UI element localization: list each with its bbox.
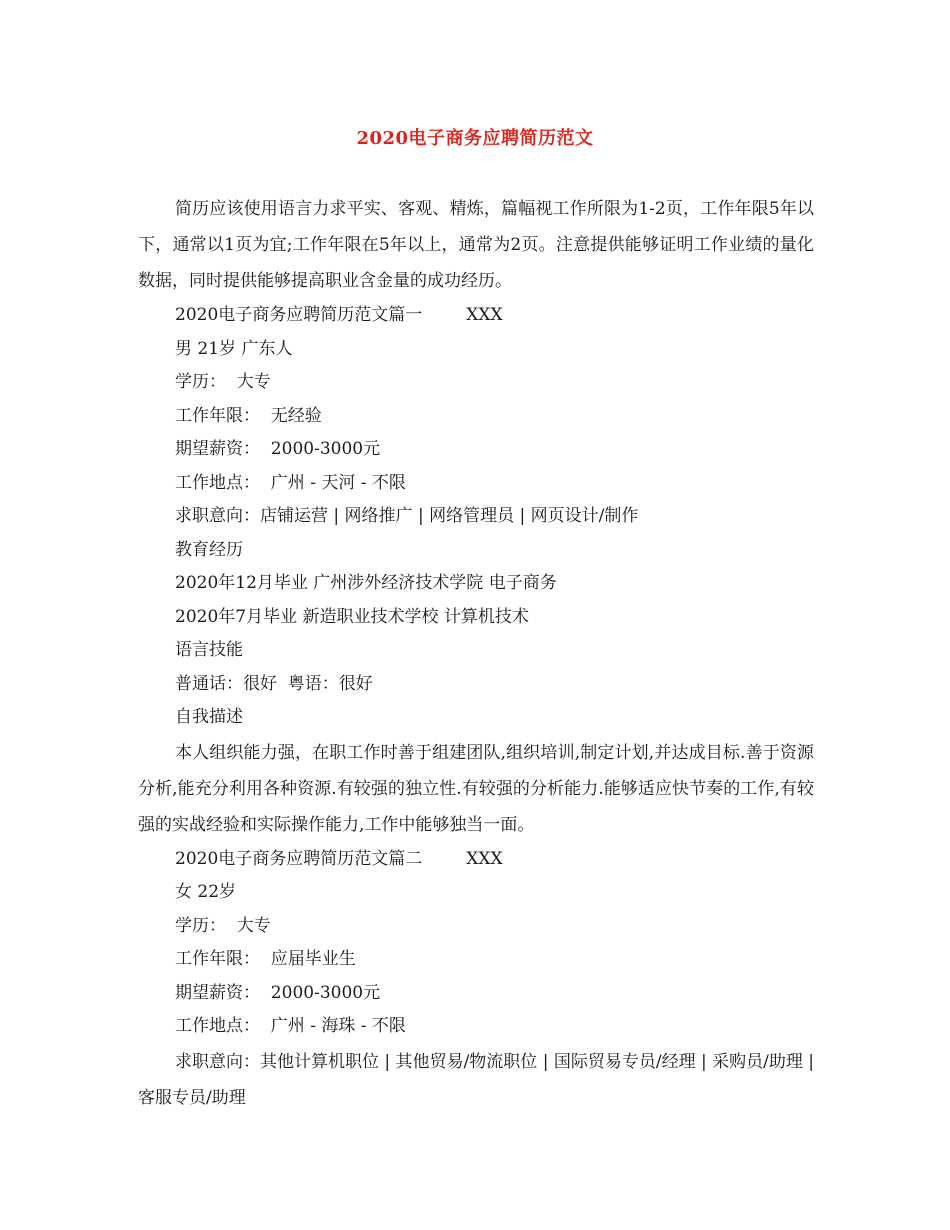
resume2-intent: 求职意向：其他计算机职位 | 其他贸易/物流职位 | 国际贸易专员/经理 | 采购员/助理 | 客服专员/助理 — [138, 1051, 814, 1108]
resume2-name: XXX — [466, 848, 503, 869]
resume1-edu-heading: 教育经历 — [175, 539, 243, 560]
resume1-intent: 求职意向：店铺运营 | 网络推广 | 网络管理员 | 网页设计/制作 — [175, 506, 639, 526]
resume1-edu1: 2020年12月毕业 广州涉外经济技术学院 电子商务 — [175, 573, 557, 593]
resume2-years: 工作年限： 应届毕业生 — [175, 949, 356, 969]
document-body — [138, 191, 814, 1116]
resume1-years: 工作年限： 无经验 — [175, 405, 322, 426]
resume1-name: XXX — [466, 305, 503, 325]
resume1-self-heading: 自我描述 — [175, 707, 243, 727]
resume2-heading-line — [138, 843, 814, 877]
resume1-basic: 男 21岁 广东人 — [175, 338, 293, 359]
resume1-edu2: 2020年7月毕业 新造职业技术学校 计算机技术 — [175, 606, 529, 627]
resume1-heading-line — [138, 299, 814, 333]
resume1-heading: 2020电子商务应聘简历范文篇一 — [175, 305, 423, 325]
resume2-heading: 2020电子商务应聘简历范文篇二 — [175, 848, 423, 869]
resume1-lang: 普通话：很好 粤语：很好 — [175, 673, 373, 694]
resume1-self-desc: 本人组织能力强，在职工作时善于组建团队,组织培训,制定计划,并达成目标.善于资源分析,能充分利用各种资源.有较强的独立性.有较强的分析能力.能够适应快节奏的工作,有较强的实战经验和实际操作能力,工作中能够独当一面。 — [138, 742, 814, 835]
resume2-basic: 女 22岁 — [175, 882, 237, 902]
resume1-salary: 期望薪资： 2000-3000元 — [175, 439, 381, 459]
resume1-location: 工作地点： 广州 - 天河 - 不限 — [175, 472, 406, 493]
resume2-salary: 期望薪资： 2000-3000元 — [175, 982, 381, 1003]
resume2-education: 学历： 大专 — [175, 915, 271, 936]
intro-paragraph: 简历应该使用语言力求平实、客观、精炼，篇幅视工作所限为1-2页，工作年限5年以下，通常以1页为宜;工作年限在5年以上，通常为2页。注意提供能够证明工作业绩的量化数据，同时提供能够提高职业含金量的成功经历。 — [138, 199, 814, 291]
resume1-education: 学历： 大专 — [175, 372, 271, 392]
resume2-location: 工作地点： 广州 - 海珠 - 不限 — [175, 1016, 406, 1036]
document-title: 2020电子商务应聘简历范文 — [356, 128, 594, 149]
resume1-lang-heading: 语言技能 — [175, 640, 243, 660]
